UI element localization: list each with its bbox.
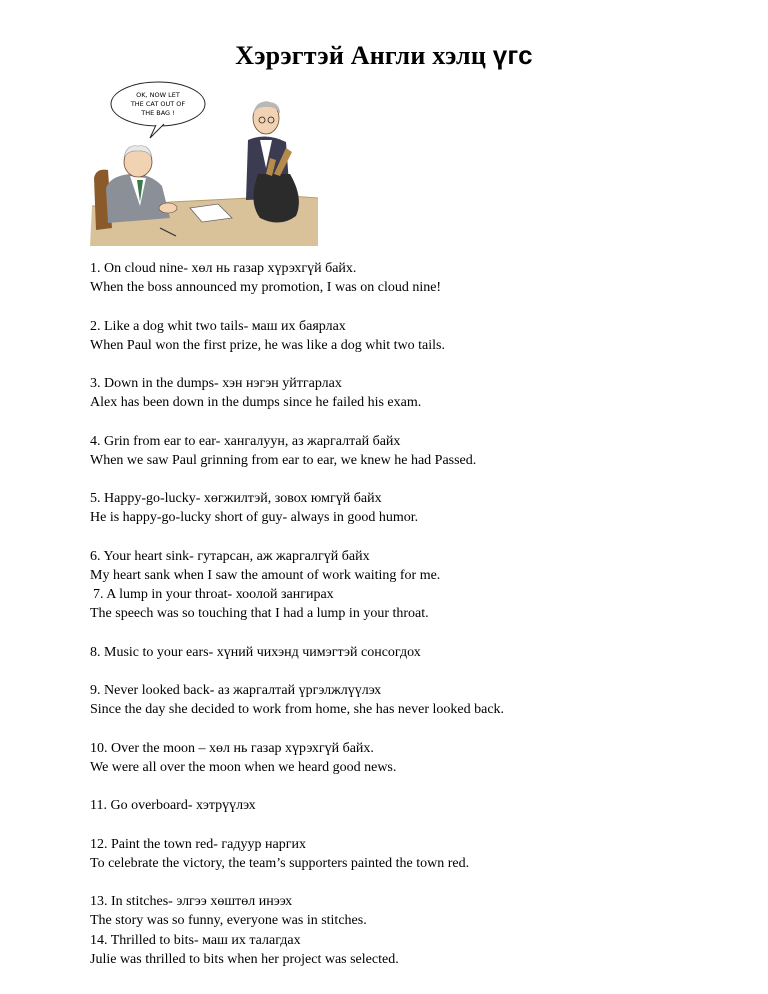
page-title (0, 40, 768, 71)
idiom-6-head: 6. Your heart sink- гутарсан, аж жаргалгүй байх (90, 548, 370, 564)
title-tail: үгс (492, 40, 533, 70)
idiom-12-head: 12. Paint the town red- гадуур наргих (90, 836, 306, 852)
idiom-5-head: 5. Happy-go-lucky- хөгжилтэй, зовох юмгүй байх (90, 491, 382, 507)
speech-line-1: OK, NOW LET (136, 91, 180, 99)
idiom-2-head: 2. Like a dog whit two tails- маш их баярлах (90, 318, 346, 334)
speech-line-3: THE BAG ! (141, 109, 175, 117)
idiom-4-example: When we saw Paul grinning from ear to ear, we knew he had Passed. (90, 452, 477, 468)
idiom-1-head: 1. On cloud nine- хөл нь газар хүрэхгүй байх. (90, 261, 357, 276)
idiom-1-example: When the boss announced my promotion, I was on cloud nine! (90, 280, 442, 296)
idiom-9-example: Since the day she decided to work from home, she has never looked back. (90, 702, 505, 718)
title-main: Хэрэгтэй Англи хэлц (235, 41, 493, 70)
idiom-2-example: When Paul won the first prize, he was like a dog whit two tails. (90, 337, 445, 353)
idiom-list (90, 259, 730, 969)
idiom-7-example: The speech was so touching that I had a lump in your throat. (90, 606, 429, 622)
idiom-4-head: 4. Grin from ear to ear- хангалуун, аз жаргалтай байх (90, 433, 401, 449)
idiom-5-example: He is happy-go-lucky short of guy- always in good humor. (90, 510, 419, 526)
idiom-6-example: My heart sank when I saw the amount of work waiting for me. (90, 568, 441, 583)
cartoon-illustration (90, 78, 318, 246)
speech-line-2: THE CAT OUT OF (130, 100, 186, 108)
idiom-3-example: Alex has been down in the dumps since he failed his exam. (90, 395, 422, 411)
idiom-3-head: 3. Down in the dumps- хэн нэгэн уйтгарлах (90, 376, 342, 392)
idiom-7-head: 7. A lump in your throat- хоолой зангирах (93, 587, 334, 603)
idiom-12-example: To celebrate the victory, the team’s supporters painted the town red. (90, 855, 470, 871)
idiom-14-head: 14. Thrilled to bits- маш их талагдах (90, 932, 301, 948)
idiom-10-example: We were all over the moon when we heard good news. (90, 759, 397, 775)
idiom-13-head: 13. In stitches- элгээ хөштөл инээх (90, 894, 293, 910)
idiom-10-head: 10. Over the moon – хөл нь газар хүрэхгүй байх. (90, 740, 374, 756)
idiom-9-head: 9. Never looked back- аз жаргалтай үргэлжлүүлэх (90, 683, 382, 699)
idiom-14-example: Julie was thrilled to bits when her project was selected. (90, 951, 399, 967)
idiom-11-head: 11. Go overboard- хэтрүүлэх (90, 798, 256, 814)
idiom-13-example: The story was so funny, everyone was in stitches. (90, 913, 367, 929)
idiom-8-head: 8. Music to your ears- хүний чихэнд чимэгтэй сонсогдох (90, 644, 421, 660)
